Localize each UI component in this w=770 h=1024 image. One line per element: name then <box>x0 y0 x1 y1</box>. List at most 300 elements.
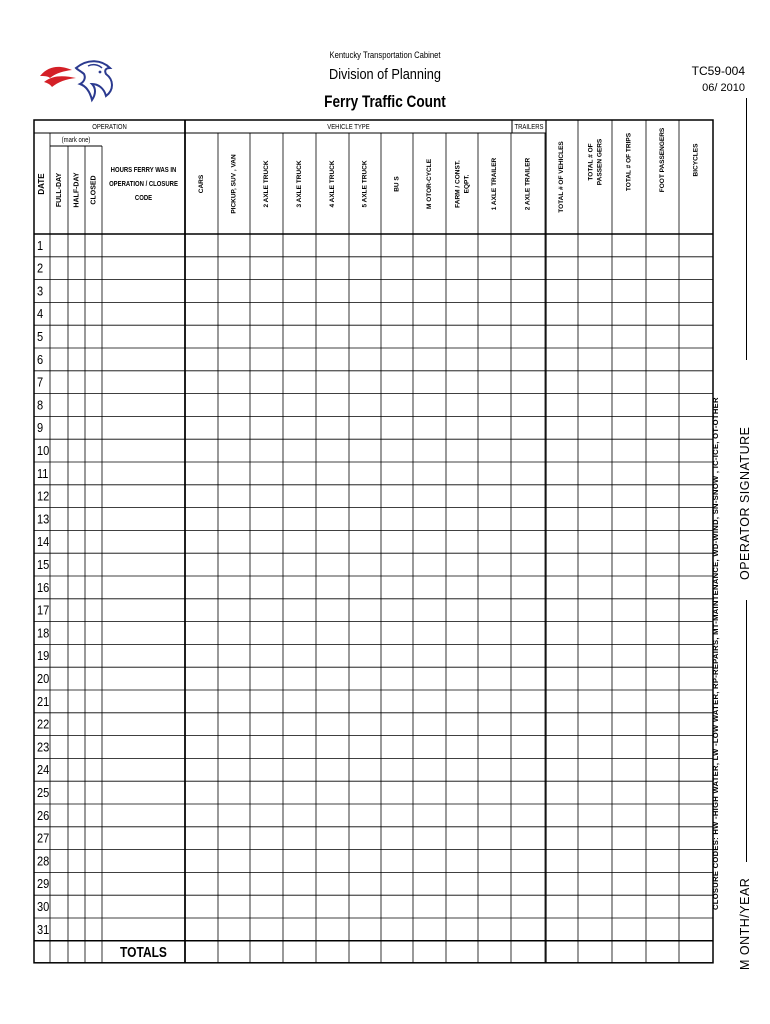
entry-cell[interactable] <box>447 531 478 553</box>
entry-cell[interactable] <box>69 303 85 325</box>
entry-cell[interactable] <box>186 827 218 849</box>
entry-cell[interactable] <box>219 896 250 918</box>
entry-cell[interactable] <box>447 668 478 690</box>
entry-cell[interactable] <box>69 713 85 735</box>
entry-cell[interactable] <box>447 508 478 530</box>
entry-cell[interactable] <box>186 485 218 507</box>
entry-cell[interactable] <box>51 417 68 439</box>
entry-cell[interactable] <box>317 645 349 667</box>
entry-cell[interactable] <box>579 440 612 462</box>
entry-cell[interactable] <box>647 805 679 827</box>
entry-cell[interactable] <box>579 531 612 553</box>
entry-cell[interactable] <box>512 873 545 895</box>
entry-cell[interactable] <box>317 554 349 576</box>
entry-cell[interactable] <box>69 873 85 895</box>
entry-cell[interactable] <box>69 827 85 849</box>
entry-cell[interactable] <box>414 417 446 439</box>
entry-cell[interactable] <box>414 599 446 621</box>
entry-cell[interactable] <box>350 713 381 735</box>
entry-cell[interactable] <box>414 896 446 918</box>
entry-cell[interactable] <box>512 850 545 872</box>
entry-cell[interactable] <box>284 508 316 530</box>
entry-cell[interactable] <box>647 463 679 485</box>
entry-cell[interactable] <box>479 691 511 713</box>
entry-cell[interactable] <box>546 303 578 325</box>
entry-cell[interactable] <box>69 463 85 485</box>
entry-cell[interactable] <box>350 736 381 758</box>
entry-cell[interactable] <box>579 257 612 279</box>
entry-cell[interactable] <box>447 257 478 279</box>
entry-cell[interactable] <box>284 531 316 553</box>
entry-cell[interactable] <box>103 485 185 507</box>
entry-cell[interactable] <box>546 645 578 667</box>
entry-cell[interactable] <box>284 736 316 758</box>
entry-cell[interactable] <box>579 668 612 690</box>
entry-cell[interactable] <box>219 782 250 804</box>
totals-cell[interactable] <box>613 941 646 962</box>
entry-cell[interactable] <box>680 599 713 621</box>
entry-cell[interactable] <box>251 485 283 507</box>
entry-cell[interactable] <box>219 417 250 439</box>
entry-cell[interactable] <box>284 349 316 371</box>
entry-cell[interactable] <box>219 577 250 599</box>
entry-cell[interactable] <box>512 371 545 393</box>
entry-cell[interactable] <box>284 850 316 872</box>
entry-cell[interactable] <box>546 485 578 507</box>
entry-cell[interactable] <box>350 303 381 325</box>
entry-cell[interactable] <box>647 736 679 758</box>
entry-cell[interactable] <box>86 440 102 462</box>
entry-cell[interactable] <box>219 257 250 279</box>
entry-cell[interactable] <box>613 713 646 735</box>
entry-cell[interactable] <box>284 645 316 667</box>
entry-cell[interactable] <box>350 371 381 393</box>
entry-cell[interactable] <box>86 531 102 553</box>
entry-cell[interactable] <box>479 371 511 393</box>
entry-cell[interactable] <box>382 508 413 530</box>
entry-cell[interactable] <box>186 371 218 393</box>
entry-cell[interactable] <box>647 531 679 553</box>
totals-cell[interactable] <box>447 941 478 962</box>
entry-cell[interactable] <box>219 919 250 941</box>
entry-cell[interactable] <box>447 691 478 713</box>
entry-cell[interactable] <box>647 440 679 462</box>
entry-cell[interactable] <box>479 485 511 507</box>
entry-cell[interactable] <box>647 896 679 918</box>
entry-cell[interactable] <box>647 394 679 416</box>
entry-cell[interactable] <box>680 759 713 781</box>
entry-cell[interactable] <box>382 896 413 918</box>
entry-cell[interactable] <box>512 896 545 918</box>
entry-cell[interactable] <box>219 531 250 553</box>
entry-cell[interactable] <box>512 713 545 735</box>
entry-cell[interactable] <box>382 736 413 758</box>
entry-cell[interactable] <box>647 257 679 279</box>
entry-cell[interactable] <box>479 508 511 530</box>
entry-cell[interactable] <box>350 827 381 849</box>
entry-cell[interactable] <box>103 326 185 348</box>
entry-cell[interactable] <box>680 896 713 918</box>
entry-cell[interactable] <box>251 645 283 667</box>
entry-cell[interactable] <box>51 850 68 872</box>
entry-cell[interactable] <box>317 599 349 621</box>
entry-cell[interactable] <box>546 850 578 872</box>
entry-cell[interactable] <box>86 782 102 804</box>
entry-cell[interactable] <box>317 919 349 941</box>
entry-cell[interactable] <box>579 394 612 416</box>
entry-cell[interactable] <box>479 668 511 690</box>
entry-cell[interactable] <box>613 577 646 599</box>
entry-cell[interactable] <box>414 440 446 462</box>
entry-cell[interactable] <box>479 280 511 302</box>
entry-cell[interactable] <box>350 577 381 599</box>
entry-cell[interactable] <box>186 622 218 644</box>
entry-cell[interactable] <box>382 440 413 462</box>
entry-cell[interactable] <box>219 394 250 416</box>
entry-cell[interactable] <box>186 896 218 918</box>
entry-cell[interactable] <box>51 508 68 530</box>
entry-cell[interactable] <box>51 805 68 827</box>
entry-cell[interactable] <box>317 531 349 553</box>
entry-cell[interactable] <box>86 691 102 713</box>
entry-cell[interactable] <box>382 645 413 667</box>
entry-cell[interactable] <box>546 713 578 735</box>
entry-cell[interactable] <box>219 371 250 393</box>
entry-cell[interactable] <box>479 782 511 804</box>
entry-cell[interactable] <box>69 349 85 371</box>
entry-cell[interactable] <box>251 577 283 599</box>
entry-cell[interactable] <box>69 508 85 530</box>
entry-cell[interactable] <box>613 440 646 462</box>
entry-cell[interactable] <box>219 873 250 895</box>
entry-cell[interactable] <box>103 394 185 416</box>
entry-cell[interactable] <box>317 371 349 393</box>
entry-cell[interactable] <box>546 349 578 371</box>
entry-cell[interactable] <box>251 554 283 576</box>
entry-cell[interactable] <box>680 577 713 599</box>
entry-cell[interactable] <box>186 736 218 758</box>
entry-cell[interactable] <box>284 622 316 644</box>
entry-cell[interactable] <box>546 577 578 599</box>
entry-cell[interactable] <box>414 850 446 872</box>
entry-cell[interactable] <box>546 782 578 804</box>
entry-cell[interactable] <box>284 827 316 849</box>
entry-cell[interactable] <box>579 508 612 530</box>
entry-cell[interactable] <box>69 280 85 302</box>
entry-cell[interactable] <box>186 554 218 576</box>
entry-cell[interactable] <box>479 873 511 895</box>
entry-cell[interactable] <box>251 303 283 325</box>
entry-cell[interactable] <box>186 919 218 941</box>
entry-cell[interactable] <box>647 485 679 507</box>
entry-cell[interactable] <box>51 759 68 781</box>
entry-cell[interactable] <box>579 485 612 507</box>
entry-cell[interactable] <box>512 805 545 827</box>
entry-cell[interactable] <box>317 417 349 439</box>
entry-cell[interactable] <box>680 554 713 576</box>
entry-cell[interactable] <box>382 371 413 393</box>
entry-cell[interactable] <box>613 736 646 758</box>
entry-cell[interactable] <box>86 349 102 371</box>
entry-cell[interactable] <box>512 303 545 325</box>
entry-cell[interactable] <box>512 827 545 849</box>
entry-cell[interactable] <box>613 554 646 576</box>
entry-cell[interactable] <box>647 691 679 713</box>
entry-cell[interactable] <box>382 759 413 781</box>
entry-cell[interactable] <box>317 668 349 690</box>
month-year-line[interactable] <box>746 600 747 862</box>
entry-cell[interactable] <box>479 713 511 735</box>
entry-cell[interactable] <box>186 303 218 325</box>
entry-cell[interactable] <box>512 417 545 439</box>
entry-cell[interactable] <box>51 599 68 621</box>
entry-cell[interactable] <box>647 668 679 690</box>
entry-cell[interactable] <box>51 280 68 302</box>
entry-cell[interactable] <box>647 577 679 599</box>
entry-cell[interactable] <box>69 850 85 872</box>
entry-cell[interactable] <box>251 691 283 713</box>
entry-cell[interactable] <box>103 577 185 599</box>
entry-cell[interactable] <box>382 691 413 713</box>
entry-cell[interactable] <box>51 736 68 758</box>
entry-cell[interactable] <box>382 668 413 690</box>
entry-cell[interactable] <box>479 577 511 599</box>
entry-cell[interactable] <box>447 303 478 325</box>
entry-cell[interactable] <box>103 508 185 530</box>
entry-cell[interactable] <box>414 303 446 325</box>
entry-cell[interactable] <box>447 349 478 371</box>
entry-cell[interactable] <box>546 508 578 530</box>
entry-cell[interactable] <box>86 417 102 439</box>
entry-cell[interactable] <box>51 257 68 279</box>
entry-cell[interactable] <box>447 235 478 257</box>
entry-cell[interactable] <box>447 827 478 849</box>
entry-cell[interactable] <box>284 326 316 348</box>
entry-cell[interactable] <box>414 554 446 576</box>
entry-cell[interactable] <box>86 257 102 279</box>
entry-cell[interactable] <box>103 736 185 758</box>
entry-cell[interactable] <box>579 827 612 849</box>
entry-cell[interactable] <box>546 736 578 758</box>
entry-cell[interactable] <box>103 235 185 257</box>
entry-cell[interactable] <box>680 645 713 667</box>
entry-cell[interactable] <box>382 782 413 804</box>
entry-cell[interactable] <box>579 463 612 485</box>
entry-cell[interactable] <box>86 371 102 393</box>
entry-cell[interactable] <box>69 577 85 599</box>
entry-cell[interactable] <box>447 463 478 485</box>
entry-cell[interactable] <box>613 303 646 325</box>
entry-cell[interactable] <box>479 394 511 416</box>
entry-cell[interactable] <box>350 645 381 667</box>
entry-cell[interactable] <box>103 645 185 667</box>
entry-cell[interactable] <box>186 805 218 827</box>
entry-cell[interactable] <box>69 235 85 257</box>
entry-cell[interactable] <box>219 235 250 257</box>
entry-cell[interactable] <box>680 782 713 804</box>
entry-cell[interactable] <box>284 668 316 690</box>
entry-cell[interactable] <box>317 463 349 485</box>
entry-cell[interactable] <box>86 235 102 257</box>
entry-cell[interactable] <box>350 599 381 621</box>
entry-cell[interactable] <box>414 668 446 690</box>
entry-cell[interactable] <box>350 235 381 257</box>
entry-cell[interactable] <box>647 349 679 371</box>
entry-cell[interactable] <box>51 622 68 644</box>
entry-cell[interactable] <box>251 531 283 553</box>
entry-cell[interactable] <box>284 280 316 302</box>
entry-cell[interactable] <box>613 668 646 690</box>
entry-cell[interactable] <box>317 782 349 804</box>
entry-cell[interactable] <box>546 417 578 439</box>
entry-cell[interactable] <box>613 873 646 895</box>
entry-cell[interactable] <box>51 919 68 941</box>
entry-cell[interactable] <box>512 394 545 416</box>
entry-cell[interactable] <box>103 713 185 735</box>
entry-cell[interactable] <box>613 622 646 644</box>
entry-cell[interactable] <box>512 235 545 257</box>
entry-cell[interactable] <box>579 349 612 371</box>
entry-cell[interactable] <box>251 736 283 758</box>
entry-cell[interactable] <box>546 599 578 621</box>
entry-cell[interactable] <box>86 759 102 781</box>
entry-cell[interactable] <box>69 417 85 439</box>
entry-cell[interactable] <box>317 873 349 895</box>
entry-cell[interactable] <box>680 303 713 325</box>
totals-cell[interactable] <box>350 941 381 962</box>
entry-cell[interactable] <box>51 645 68 667</box>
totals-cell[interactable] <box>680 941 713 962</box>
entry-cell[interactable] <box>613 896 646 918</box>
entry-cell[interactable] <box>51 713 68 735</box>
entry-cell[interactable] <box>613 805 646 827</box>
entry-cell[interactable] <box>680 508 713 530</box>
entry-cell[interactable] <box>647 759 679 781</box>
entry-cell[interactable] <box>186 531 218 553</box>
entry-cell[interactable] <box>251 394 283 416</box>
entry-cell[interactable] <box>251 759 283 781</box>
entry-cell[interactable] <box>479 919 511 941</box>
entry-cell[interactable] <box>414 508 446 530</box>
entry-cell[interactable] <box>479 827 511 849</box>
entry-cell[interactable] <box>219 599 250 621</box>
entry-cell[interactable] <box>219 827 250 849</box>
entry-cell[interactable] <box>546 622 578 644</box>
entry-cell[interactable] <box>251 850 283 872</box>
entry-cell[interactable] <box>284 873 316 895</box>
entry-cell[interactable] <box>647 622 679 644</box>
entry-cell[interactable] <box>69 371 85 393</box>
entry-cell[interactable] <box>479 599 511 621</box>
entry-cell[interactable] <box>414 827 446 849</box>
entry-cell[interactable] <box>186 440 218 462</box>
entry-cell[interactable] <box>414 257 446 279</box>
entry-cell[interactable] <box>51 303 68 325</box>
entry-cell[interactable] <box>51 485 68 507</box>
entry-cell[interactable] <box>69 485 85 507</box>
entry-cell[interactable] <box>69 257 85 279</box>
entry-cell[interactable] <box>86 668 102 690</box>
entry-cell[interactable] <box>103 919 185 941</box>
entry-cell[interactable] <box>546 759 578 781</box>
entry-cell[interactable] <box>186 349 218 371</box>
entry-cell[interactable] <box>186 873 218 895</box>
entry-cell[interactable] <box>613 394 646 416</box>
entry-cell[interactable] <box>447 485 478 507</box>
entry-cell[interactable] <box>680 919 713 941</box>
entry-cell[interactable] <box>447 554 478 576</box>
entry-cell[interactable] <box>51 782 68 804</box>
entry-cell[interactable] <box>479 896 511 918</box>
totals-cell[interactable] <box>317 941 349 962</box>
entry-cell[interactable] <box>317 850 349 872</box>
entry-cell[interactable] <box>186 645 218 667</box>
entry-cell[interactable] <box>613 485 646 507</box>
entry-cell[interactable] <box>69 736 85 758</box>
entry-cell[interactable] <box>680 668 713 690</box>
entry-cell[interactable] <box>382 713 413 735</box>
entry-cell[interactable] <box>414 873 446 895</box>
entry-cell[interactable] <box>613 257 646 279</box>
entry-cell[interactable] <box>680 805 713 827</box>
entry-cell[interactable] <box>382 326 413 348</box>
entry-cell[interactable] <box>680 326 713 348</box>
totals-cell[interactable] <box>382 941 413 962</box>
entry-cell[interactable] <box>647 782 679 804</box>
entry-cell[interactable] <box>86 805 102 827</box>
entry-cell[interactable] <box>680 349 713 371</box>
entry-cell[interactable] <box>382 873 413 895</box>
entry-cell[interactable] <box>251 873 283 895</box>
entry-cell[interactable] <box>447 394 478 416</box>
entry-cell[interactable] <box>51 531 68 553</box>
entry-cell[interactable] <box>251 463 283 485</box>
entry-cell[interactable] <box>447 736 478 758</box>
entry-cell[interactable] <box>350 417 381 439</box>
entry-cell[interactable] <box>414 485 446 507</box>
entry-cell[interactable] <box>382 417 413 439</box>
entry-cell[interactable] <box>86 850 102 872</box>
entry-cell[interactable] <box>414 371 446 393</box>
entry-cell[interactable] <box>512 280 545 302</box>
totals-cell[interactable] <box>479 941 511 962</box>
entry-cell[interactable] <box>251 805 283 827</box>
entry-cell[interactable] <box>680 440 713 462</box>
entry-cell[interactable] <box>317 235 349 257</box>
entry-cell[interactable] <box>546 326 578 348</box>
entry-cell[interactable] <box>479 622 511 644</box>
totals-cell[interactable] <box>219 941 250 962</box>
entry-cell[interactable] <box>350 850 381 872</box>
entry-cell[interactable] <box>546 463 578 485</box>
entry-cell[interactable] <box>613 508 646 530</box>
entry-cell[interactable] <box>69 805 85 827</box>
entry-cell[interactable] <box>579 280 612 302</box>
entry-cell[interactable] <box>414 622 446 644</box>
entry-cell[interactable] <box>479 850 511 872</box>
entry-cell[interactable] <box>350 280 381 302</box>
entry-cell[interactable] <box>546 919 578 941</box>
entry-cell[interactable] <box>317 485 349 507</box>
entry-cell[interactable] <box>382 235 413 257</box>
entry-cell[interactable] <box>350 326 381 348</box>
entry-cell[interactable] <box>546 554 578 576</box>
entry-cell[interactable] <box>414 782 446 804</box>
entry-cell[interactable] <box>479 645 511 667</box>
entry-cell[interactable] <box>647 417 679 439</box>
entry-cell[interactable] <box>613 349 646 371</box>
entry-cell[interactable] <box>317 349 349 371</box>
